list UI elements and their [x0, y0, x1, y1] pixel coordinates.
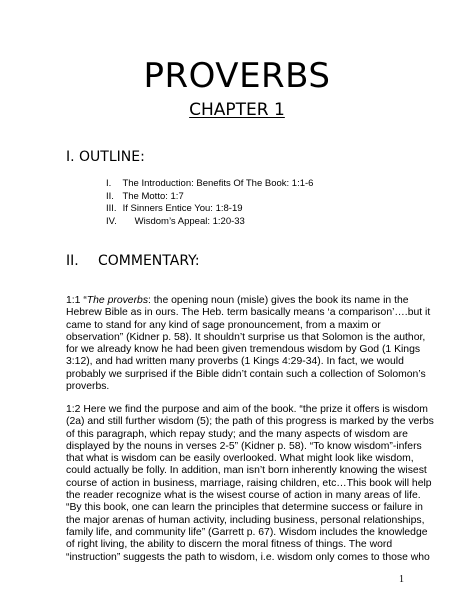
- paragraph-line: proverbs.: [66, 381, 110, 393]
- outline-item: [106, 191, 313, 204]
- paragraph-line: of right living, the ability to discern the moral fitness of things. The word: [66, 539, 393, 551]
- paragraph-line: “By this book, one can learn the principles that determine success or failure in: [66, 502, 423, 514]
- paragraph-line: (2a) and still further wisdom (5); the path of this progress is marked by the verbs: [66, 416, 434, 428]
- paragraph-line: 1:2 Here we find the purpose and aim of the book. “the prize it offers is wisdom: [66, 404, 428, 415]
- commentary-heading: [66, 252, 200, 270]
- paragraph-text: : the opening noun (misle) gives the book its name in the: [148, 295, 409, 306]
- outline-list: [106, 178, 313, 228]
- commentary-heading-text: COMMENTARY:: [98, 253, 200, 269]
- paragraph-line: [66, 295, 436, 307]
- outline-item: [106, 203, 313, 216]
- verse-reference: 1:1 “: [66, 295, 87, 306]
- paragraph-line: observation” (Kidner p. 58). It shouldn’t surprise us that Solomon is the author,: [66, 331, 426, 343]
- outline-item-number: IV.: [106, 215, 117, 227]
- outline-item-text: Wisdom’s Appeal: 1:20-33: [134, 215, 245, 227]
- outline-item-number: I.: [106, 178, 112, 189]
- outline-item-text: The Motto: 1:7: [122, 190, 184, 202]
- outline-heading: I. OUTLINE:: [66, 149, 145, 165]
- outline-item-text: If Sinners Entice You: 1:8-19: [122, 203, 243, 214]
- paragraph-line: family life, and community life” (Garrett p. 67). Wisdom includes the knowledge: [66, 526, 428, 538]
- outline-item-text: The Introduction: Benefits Of The Book: 1:1-6: [122, 178, 314, 189]
- chapter-heading: [0, 100, 474, 120]
- paragraph-line: probably we surprised if the Bible didn’t contain such a collection of Solomon’s: [66, 368, 426, 380]
- commentary-paragraph-1-1: [66, 295, 436, 393]
- page-title: PROVERBS: [143, 56, 331, 96]
- paragraph-line: the reader recognize what is the wisest course of action in many areas of life.: [66, 490, 421, 502]
- outline-item: [106, 178, 313, 191]
- outline-item-number: III.: [106, 203, 117, 214]
- paragraph-line: course of action in business, marriage, raising children, etc…This book will help: [66, 477, 432, 489]
- quoted-term: The proverbs: [86, 295, 149, 306]
- page-number: 1: [399, 574, 404, 585]
- outline-item-number: II.: [106, 190, 114, 202]
- outline-item: [106, 216, 313, 229]
- paragraph-line: Hebrew Bible as in ours. The Heb. term basically means ‘a comparison’….but it: [66, 307, 431, 319]
- paragraph-line: displayed by the nouns in verses 2-5” (Kidner p. 58). “To know wisdom”-infers: [66, 440, 422, 452]
- paragraph-line: for we already know he had been given tremendous wisdom by God (1 Kings: [66, 344, 421, 356]
- paragraph-line: that what is wisdom can be easily overlooked. What might look like wisdom,: [66, 453, 414, 465]
- paragraph-line: “instruction” suggests the path to wisdom, i.e. wisdom only comes to those who: [66, 551, 430, 563]
- paragraph-line: 3:12), and had written many proverbs (1 Kings 4:29-34). In fact, we would: [66, 356, 404, 368]
- chapter-heading-text: CHAPTER 1: [189, 100, 285, 120]
- paragraph-line: came to stand for any kind of sage pronouncement, from a maxim or: [66, 319, 381, 331]
- paragraph-line: of this paragraph, which repay study; and the many aspects of wisdom are: [66, 428, 408, 440]
- commentary-heading-number: II.: [66, 253, 79, 269]
- paragraph-line: could actually be folly. In addition, man isn’t born inherently knowing the wisest: [66, 465, 427, 477]
- commentary-paragraph-1-2: [66, 404, 436, 564]
- paragraph-line: the major arenas of human activity, including business, personal relationships,: [66, 514, 425, 526]
